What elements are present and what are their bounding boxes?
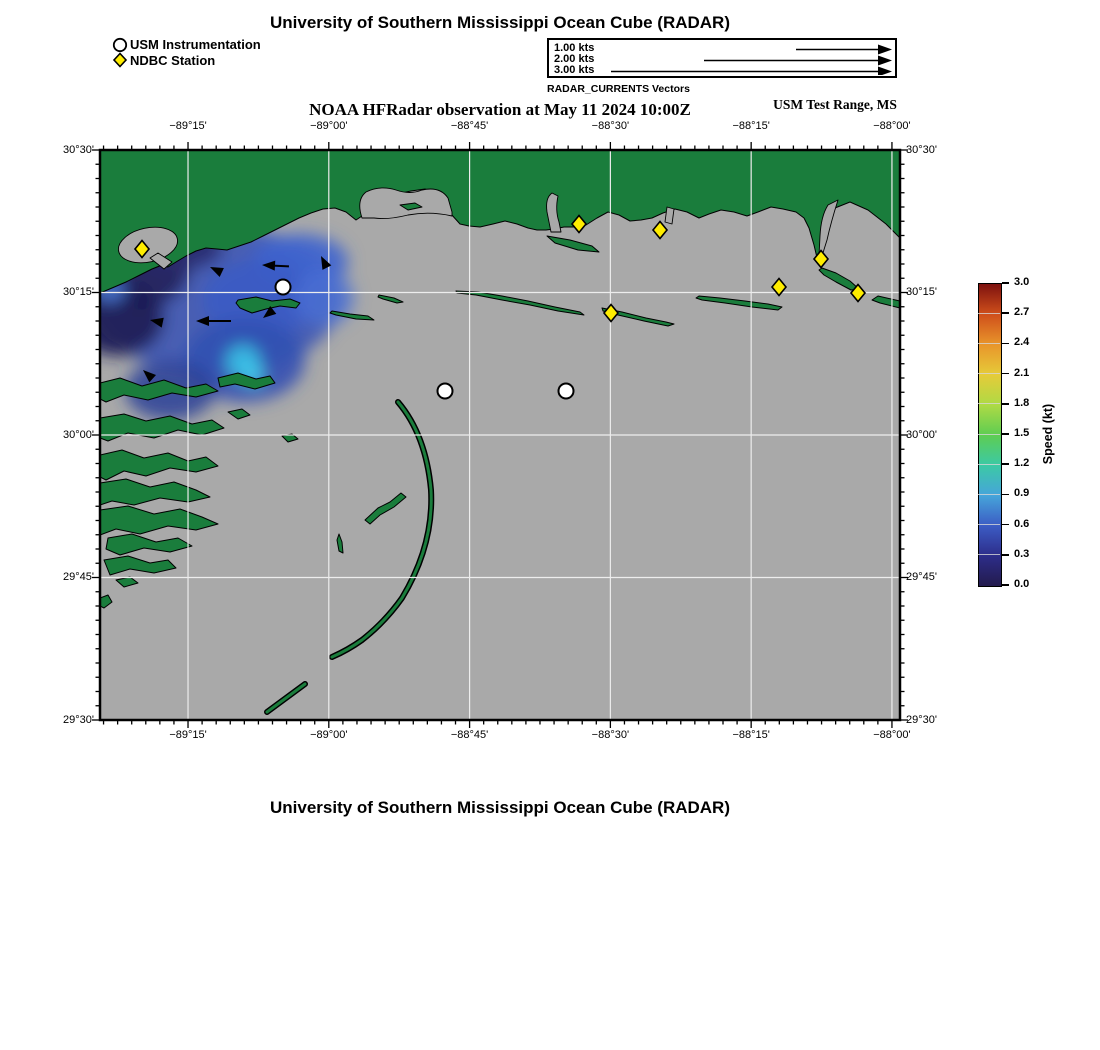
- colorbar-tick: [1002, 524, 1009, 526]
- lat-tick-label-right: 30°15': [906, 286, 937, 298]
- lon-tick-label-top: −89°00': [310, 120, 348, 132]
- map-plot: [80, 130, 920, 740]
- colorbar-tick-label: 2.7: [1014, 306, 1030, 319]
- lon-tick-label-top: −88°45': [450, 120, 489, 132]
- colorbar-gridline: [978, 373, 1000, 374]
- lon-tick-label-bottom: −88°45': [450, 729, 489, 741]
- colorbar-tick: [1002, 554, 1009, 556]
- ndbc-diamond-icon: [112, 52, 128, 68]
- vector-scale-row-label: 3.00 kts: [554, 64, 595, 76]
- colorbar-tick-label: 1.2: [1014, 457, 1030, 470]
- lat-tick-label-left: 30°00': [63, 428, 94, 441]
- usm-instrumentation-marker: [438, 384, 453, 399]
- colorbar-title: Speed (kt): [1041, 403, 1055, 465]
- colorbar-tick: [1002, 282, 1009, 284]
- lon-tick-label-top: −88°00': [873, 120, 911, 132]
- usm-circle-icon: [112, 37, 128, 53]
- colorbar-gridline: [978, 524, 1000, 525]
- colorbar-gridline: [978, 343, 1000, 344]
- colorbar-tick-label: 0.6: [1014, 517, 1030, 530]
- vector-scale-row-label: 1.00 kts: [554, 42, 595, 54]
- lat-tick-label-right: 29°30': [906, 713, 937, 726]
- observation-subtitle: NOAA HFRadar observation at May 11 2024 10:00Z: [309, 100, 691, 119]
- bay-st-louis: [360, 188, 452, 219]
- colorbar-gridline: [978, 434, 1000, 435]
- pascagoula-inlet: [665, 207, 674, 224]
- colorbar-tick-label: 0.3: [1014, 547, 1030, 560]
- lat-tick-label-left: 29°30': [63, 713, 94, 726]
- region-label: USM Test Range, MS: [773, 97, 897, 112]
- colorbar-tick-label: 2.1: [1014, 366, 1030, 379]
- colorbar-tick: [1002, 343, 1009, 345]
- lat-tick-label-right: 30°30': [906, 143, 937, 156]
- lon-tick-label-bottom: −89°15': [169, 729, 207, 741]
- colorbar-tick-label: 1.5: [1014, 427, 1030, 439]
- scale-arrow-head: [878, 56, 892, 66]
- lat-tick-label-left: 29°45': [63, 571, 94, 583]
- scale-arrow-head: [878, 67, 892, 76]
- colorbar-tick-label: 0.0: [1014, 578, 1030, 590]
- colorbar-tick-label: 1.8: [1014, 396, 1030, 409]
- lat-tick-label-right: 30°00': [906, 428, 937, 441]
- lon-tick-label-top: −88°15': [732, 120, 770, 132]
- legend-item-usm: [112, 37, 261, 53]
- colorbar-tick-label: 0.9: [1014, 487, 1030, 500]
- colorbar-tick: [1002, 373, 1009, 375]
- lon-tick-label-top: −88°30': [591, 120, 630, 132]
- colorbar-tick-label: 2.4: [1014, 336, 1030, 349]
- bottom-title: University of Southern Mississippi Ocean Cube (RADAR): [269, 798, 730, 817]
- scale-arrow-head: [878, 45, 892, 55]
- lon-tick-label-bottom: −88°30': [591, 729, 630, 741]
- lon-tick-label-bottom: −89°00': [310, 729, 348, 741]
- usm-instrumentation-marker: [559, 384, 574, 399]
- speed-colorbar: [978, 283, 1002, 587]
- colorbar-gridline: [978, 554, 1000, 555]
- lat-tick-label-right: 29°45': [906, 571, 937, 583]
- colorbar-gridline: [978, 313, 1000, 314]
- lon-tick-label-top: −89°15': [169, 120, 207, 132]
- legend-usm-label: USM Instrumentation: [130, 37, 261, 53]
- lat-tick-label-left: 30°15': [63, 286, 94, 298]
- vector-scale-row-label: 2.00 kts: [554, 53, 595, 65]
- colorbar-gridline: [978, 464, 1000, 465]
- lon-tick-label-bottom: −88°15': [732, 729, 770, 741]
- legend-ndbc-label: NDBC Station: [130, 52, 216, 68]
- page-title: University of Southern Mississippi Ocean Cube (RADAR): [269, 13, 730, 32]
- map-legend: [112, 37, 261, 68]
- colorbar-gridline: [978, 403, 1000, 404]
- usm-instrumentation-marker: [276, 280, 291, 295]
- colorbar-tick: [1002, 494, 1009, 496]
- colorbar-tick: [1002, 463, 1009, 465]
- colorbar-tick: [1002, 584, 1009, 586]
- lat-tick-label-left: 30°30': [63, 143, 94, 156]
- colorbar-tick: [1002, 403, 1009, 405]
- colorbar-tick: [1002, 433, 1009, 435]
- legend-item-ndbc: [112, 53, 261, 69]
- lon-tick-label-bottom: −88°00': [873, 729, 911, 741]
- colorbar-gridline: [978, 494, 1000, 495]
- vector-scale-box: [547, 38, 897, 78]
- colorbar-tick-label: 3.0: [1014, 276, 1030, 288]
- colorbar-tick: [1002, 312, 1009, 314]
- vector-scale-caption: RADAR_CURRENTS Vectors: [547, 83, 690, 95]
- vector-scale-arrows: [549, 40, 894, 75]
